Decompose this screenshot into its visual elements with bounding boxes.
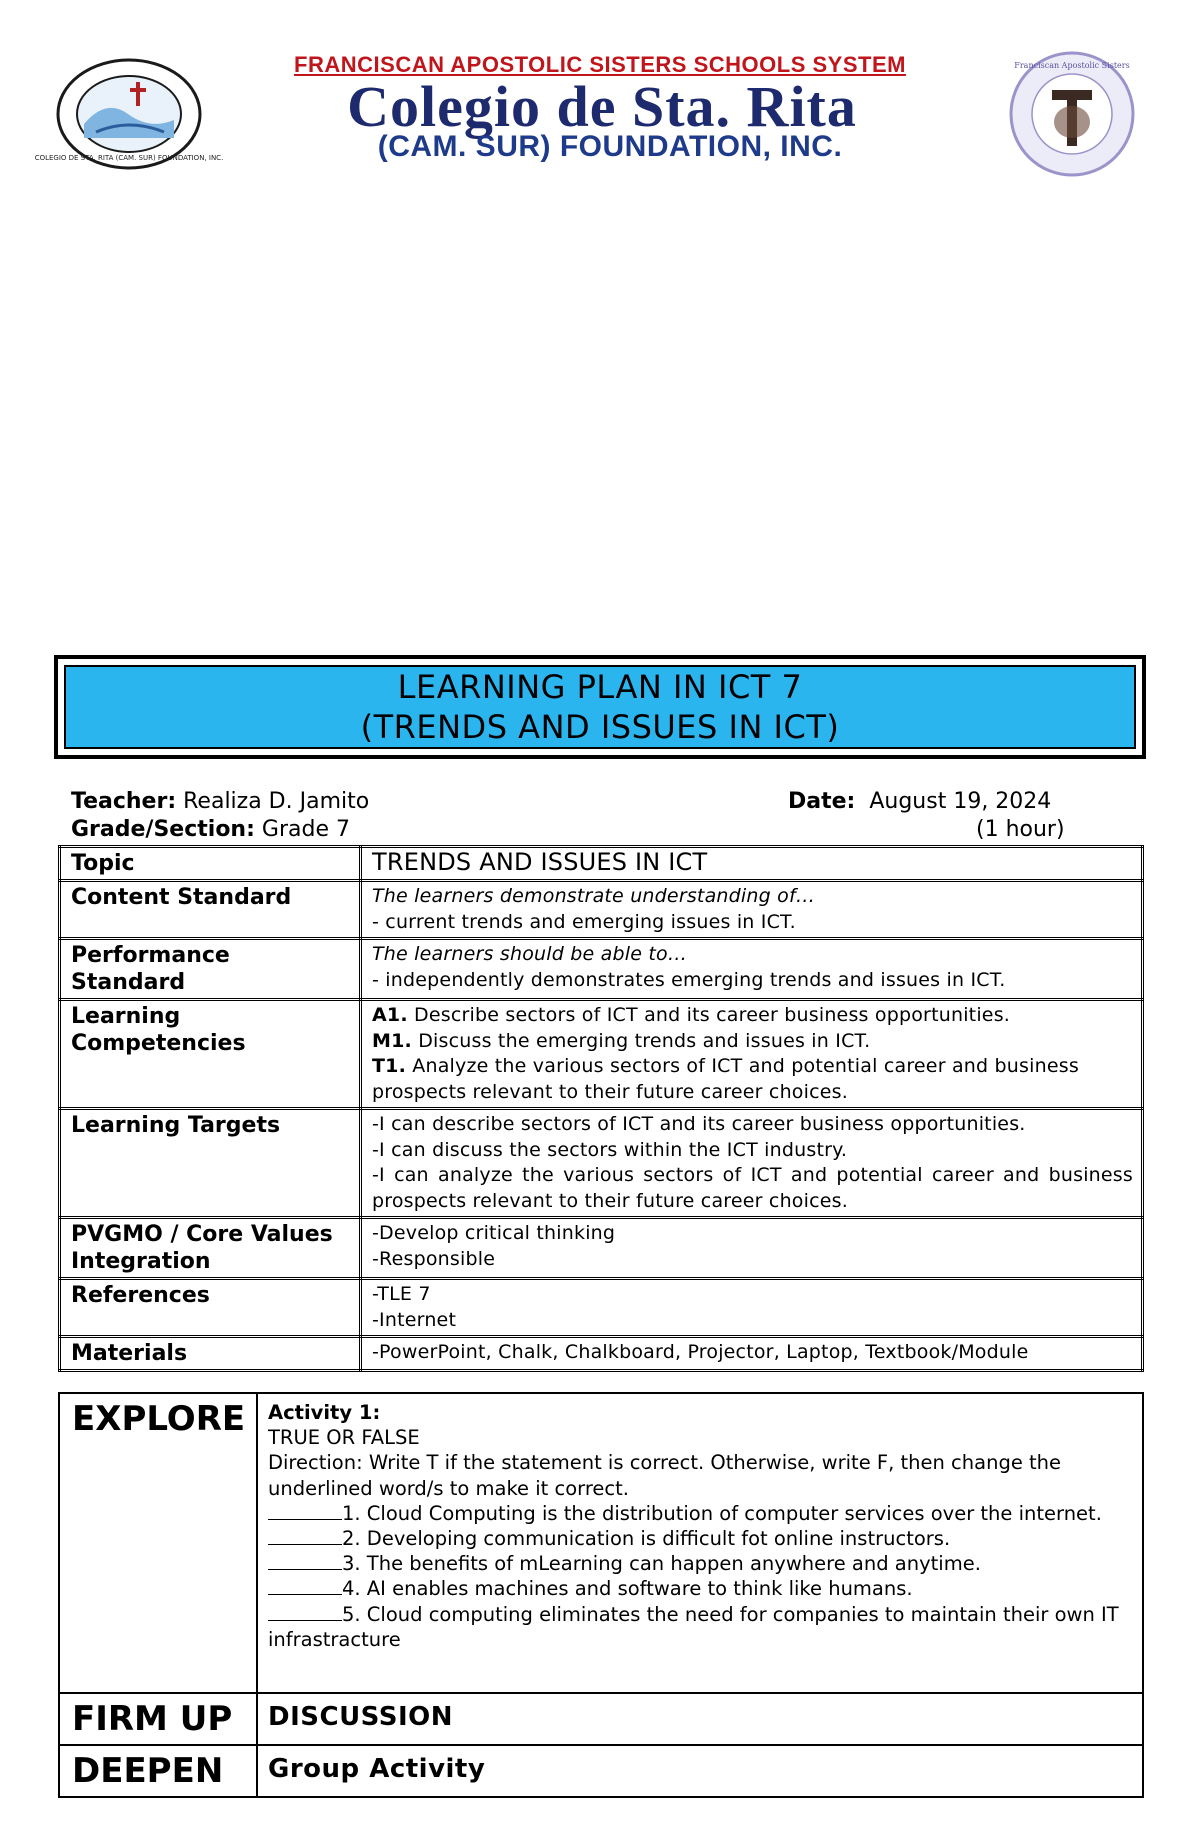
foundation-name: (CAM. SUR) FOUNDATION, INC.	[377, 130, 843, 163]
teacher-label: Teacher:	[71, 789, 177, 814]
date-line	[788, 788, 1051, 816]
answer-blank	[268, 1553, 342, 1570]
pvgmo-item-1: -Develop critical thinking	[372, 1222, 616, 1244]
pvgmo-label: PVGMO / Core Values Integration	[60, 1218, 361, 1279]
performance-standard-value	[361, 939, 1143, 1000]
content-standard-intro: The learners demonstrate understanding of…	[372, 885, 816, 907]
competency-a1	[372, 1003, 1133, 1029]
table-row	[59, 1745, 1143, 1797]
references-label: References	[60, 1279, 361, 1337]
seal-right-lettering: Franciscan Apostolic Sisters	[1014, 61, 1130, 70]
learning-targets-value	[361, 1109, 1143, 1218]
learning-targets-label: Learning Targets	[60, 1109, 361, 1218]
materials-label: Materials	[60, 1337, 361, 1371]
school-seal-left-logo	[34, 58, 224, 170]
competency-m1	[372, 1029, 1133, 1055]
learning-competencies-value	[361, 1000, 1143, 1109]
references-value	[361, 1279, 1143, 1337]
content-standard-item: - current trends and emerging issues in ICT.	[372, 910, 796, 933]
question-text: 3. The benefits of mLearning can happen anywhere and anytime.	[342, 1552, 981, 1576]
table-row	[60, 847, 1143, 881]
performance-standard-label: Performance Standard	[60, 939, 361, 1000]
target-2: -I can discuss the sectors within the ICT industry.	[372, 1138, 848, 1161]
pvgmo-item-2: -Responsible	[372, 1247, 496, 1270]
table-row	[59, 1693, 1143, 1745]
list-item	[268, 1501, 1132, 1526]
school-system-name: FRANCISCAN APOSTOLIC SISTERS SCHOOLS SYSTEM	[294, 52, 906, 77]
competency-text: Discuss the emerging trends and issues in ICT.	[418, 1029, 871, 1052]
question-text: 5. Cloud computing eliminates the need for companies to maintain their own IT infrastracture	[268, 1602, 1119, 1651]
list-item	[268, 1576, 1132, 1601]
list-item	[268, 1551, 1132, 1576]
competency-text: Describe sectors of ICT and its career business opportunities.	[414, 1004, 1011, 1026]
activity-label: Activity 1:	[268, 1401, 381, 1424]
performance-standard-intro: The learners should be able to…	[372, 943, 688, 965]
explore-activity	[257, 1393, 1143, 1693]
performance-standard-item: - independently demonstrates emerging trends and issues in ICT.	[372, 968, 1006, 991]
target-3: -I can analyze the various sectors of ICT and potential career and business prospects relevant to their future career choices.	[372, 1164, 1133, 1212]
content-standard-label: Content Standard	[60, 881, 361, 939]
learning-plan-title-box	[54, 655, 1146, 759]
franciscan-seal-right-logo	[1008, 50, 1136, 178]
answer-blank	[268, 1503, 342, 1520]
learning-plan-table	[58, 845, 1144, 1372]
seal-left-lettering: COLEGIO DE STA. RITA (CAM. SUR) FOUNDATION, INC.	[34, 154, 224, 162]
grade-value: Grade 7	[261, 817, 350, 842]
grade-line	[71, 816, 350, 844]
table-row	[60, 881, 1143, 939]
content-standard-value	[361, 881, 1143, 939]
firm-up-phase-label: FIRM UP	[59, 1693, 257, 1745]
table-row	[59, 1393, 1143, 1693]
teacher-line	[71, 788, 369, 816]
activity-title: TRUE OR FALSE	[268, 1426, 420, 1450]
table-row	[60, 1109, 1143, 1218]
college-name: Colegio de Sta. Rita	[347, 74, 857, 139]
grade-label: Grade/Section:	[71, 817, 255, 842]
date-label: Date:	[788, 789, 856, 814]
answer-blank	[268, 1604, 342, 1621]
table-row	[60, 939, 1143, 1000]
question-text: 4. AI enables machines and software to think like humans.	[342, 1577, 913, 1601]
competency-text: Analyze the various sectors of ICT and potential career and business prospects relevant to their future career choices.	[372, 1055, 1079, 1103]
question-text: 2. Developing communication is difficult fot online instructors.	[342, 1527, 951, 1551]
lesson-phases-table	[58, 1392, 1144, 1798]
table-row	[60, 1337, 1143, 1371]
reference-1: -TLE 7	[372, 1283, 431, 1305]
table-row	[60, 1000, 1143, 1109]
materials-value: -PowerPoint, Chalk, Chalkboard, Projector, Laptop, Textbook/Module	[361, 1337, 1143, 1371]
firm-up-title: DISCUSSION	[268, 1702, 453, 1732]
duration: (1 hour)	[976, 817, 1065, 842]
table-row	[60, 1218, 1143, 1279]
answer-blank	[268, 1528, 342, 1545]
firm-up-content	[257, 1693, 1143, 1745]
title-line-2: (TRENDS AND ISSUES IN ICT)	[360, 708, 840, 746]
activity-direction: Direction: Write T if the statement is correct. Otherwise, write F, then change the underlined word/s to make it correct.	[268, 1451, 1062, 1500]
competency-code: M1.	[372, 1029, 412, 1052]
deepen-content	[257, 1745, 1143, 1797]
letterhead	[0, 0, 1200, 190]
competency-code: A1.	[372, 1004, 408, 1026]
deepen-phase-label: DEEPEN	[59, 1745, 257, 1797]
title-line-1: LEARNING PLAN IN ICT 7	[397, 668, 803, 706]
pvgmo-value	[361, 1218, 1143, 1279]
competency-t1	[372, 1054, 1133, 1105]
deepen-title: Group Activity	[268, 1754, 486, 1784]
list-item	[268, 1602, 1132, 1652]
answer-blank	[268, 1578, 342, 1595]
learning-competencies-label: Learning Competencies	[60, 1000, 361, 1109]
table-row	[60, 1279, 1143, 1337]
reference-2: -Internet	[372, 1308, 457, 1331]
list-item	[268, 1526, 1132, 1551]
topic-value: TRENDS AND ISSUES IN ICT	[361, 847, 1143, 881]
teacher-name: Realiza D. Jamito	[183, 789, 370, 814]
title-banner	[64, 665, 1136, 749]
competency-code: T1.	[372, 1055, 406, 1077]
target-1: -I can describe sectors of ICT and its career business opportunities.	[372, 1113, 1026, 1135]
explore-phase-label: EXPLORE	[59, 1393, 257, 1693]
question-text: 1. Cloud Computing is the distribution of computer services over the internet.	[342, 1501, 1102, 1525]
date-value: August 19, 2024	[869, 789, 1052, 814]
topic-label: Topic	[60, 847, 361, 881]
